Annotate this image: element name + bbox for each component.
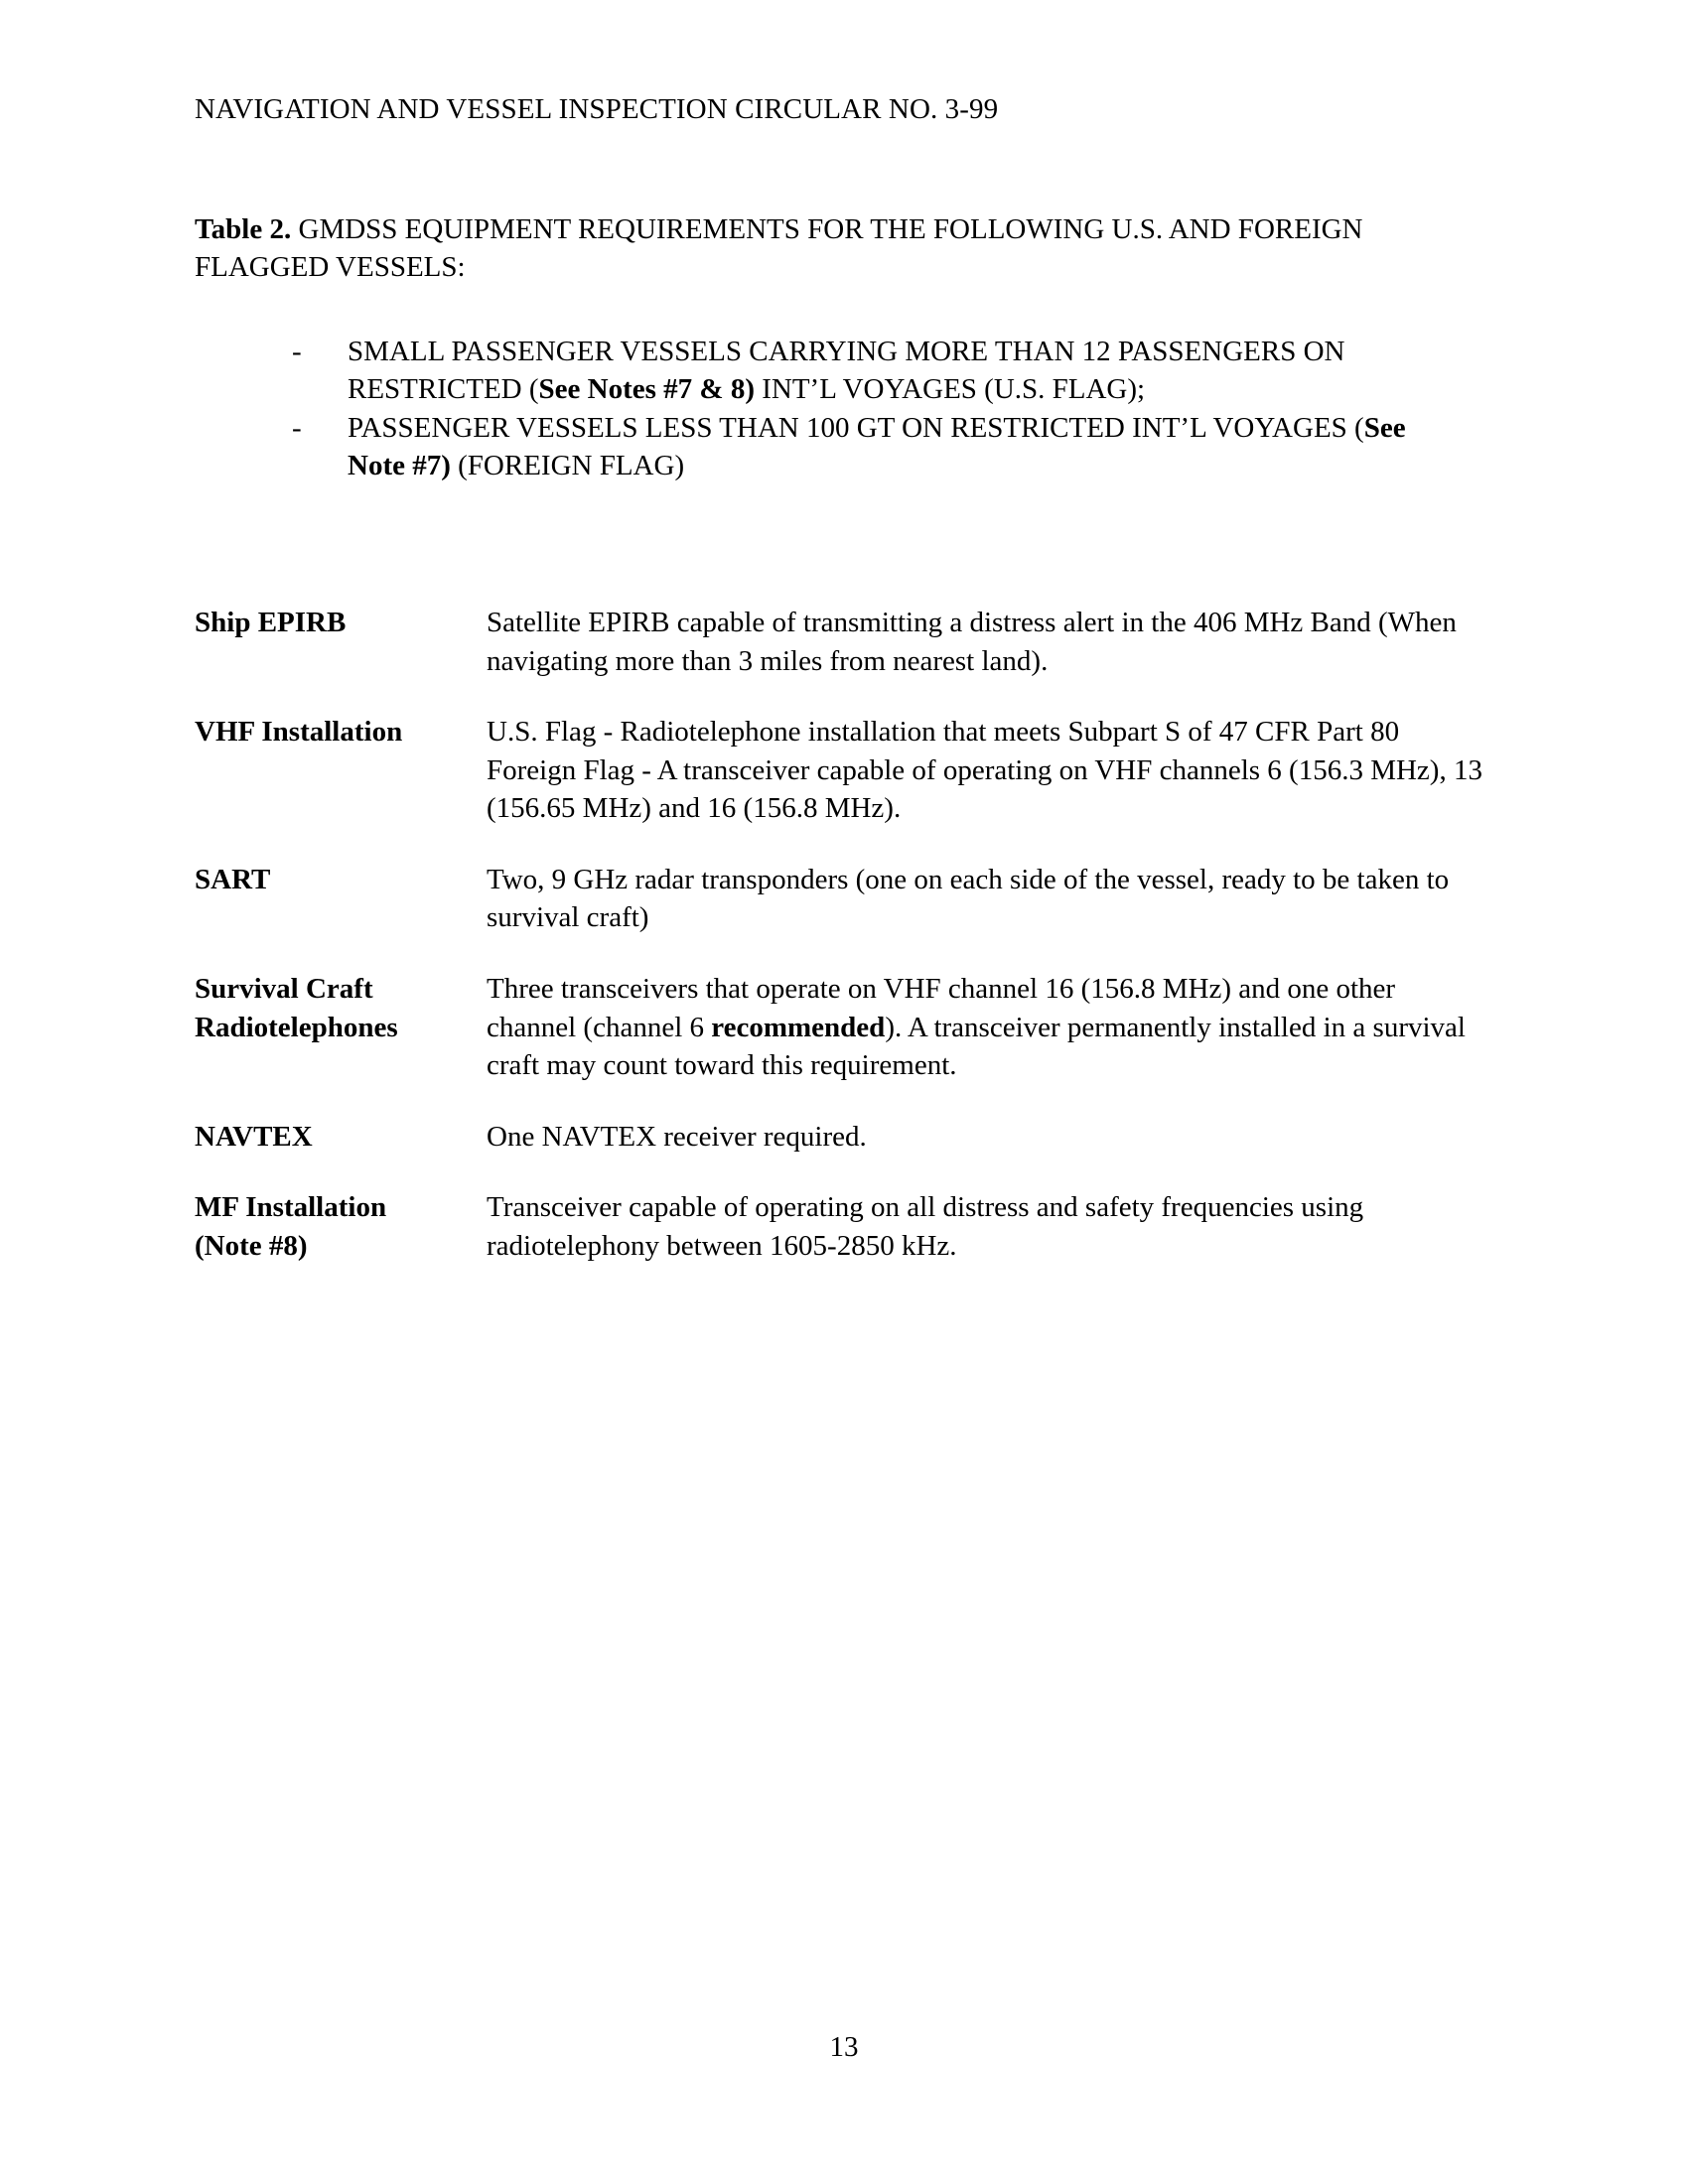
vessel-category-list [292,333,1464,484]
equipment-term [195,1188,487,1265]
table-label: Table 2. [195,213,292,245]
list-item-text [348,409,1464,485]
bullet-dash-icon: - [292,336,302,367]
equipment-description [487,713,1485,828]
equipment-row-ship-epirb [195,604,1485,680]
bullet-dash-icon: - [292,411,302,444]
equipment-description-part2: ). A transceiver permanently installed in a survival craft may count toward this requirement. [487,1011,1466,1082]
equipment-description-line-foreign-flag: Foreign Flag - A transceiver capable of operating on VHF channels 6 (156.3 MHz), 13 (156.65 MHz) and 16 (156.8 MHz). [487,753,1482,825]
equipment-term-line1: Survival Craft [195,972,373,1005]
list-item-text-part2: (FOREIGN FLAG) [450,449,685,481]
equipment-term: VHF Installation [195,716,403,749]
page-number: 13 [829,2031,859,2063]
equipment-row-sart [195,861,1485,937]
equipment-row-survival-craft-radiotelephones [195,970,1485,1085]
equipment-description-emphasis: recommended [711,1011,886,1043]
equipment-term: NAVTEX [195,1120,313,1153]
equipment-term-line1: MF Installation [195,1191,387,1224]
equipment-term-line2: Radiotelephones [195,1011,398,1043]
list-item-note-reference: See Note #7) [348,411,1406,481]
list-item-note-reference: See Notes #7 & 8) [538,373,755,406]
table-caption-text: GMDSS EQUIPMENT REQUIREMENTS FOR THE FOLLOWING U.S. AND FOREIGN FLAGGED VESSELS: [195,213,1363,284]
equipment-term [195,970,487,1046]
list-item-text-part2: INT’L VOYAGES (U.S. FLAG); [754,373,1146,406]
equipment-description: One NAVTEX receiver required. [487,1120,867,1153]
list-item [292,409,1464,485]
list-item-text-part1: SMALL PASSENGER VESSELS CARRYING MORE THAN 12 PASSENGERS ON RESTRICTED ( [348,336,1345,406]
list-item-text [348,333,1464,409]
list-item-text-part1: PASSENGER VESSELS LESS THAN 100 GT ON RESTRICTED INT’L VOYAGES ( [348,411,1364,444]
equipment-row-vhf-installation [195,713,1485,828]
equipment-description: Two, 9 GHz radar transponders (one on each side of the vessel, ready to be taken to survival craft) [487,863,1450,934]
equipment-term: Ship EPIRB [195,607,347,638]
equipment-description-part1: Three transceivers that operate on VHF channel 16 (156.8 MHz) and one other channel (channel 6 [487,972,1396,1043]
equipment-description [487,970,1485,1085]
equipment-description-line-us-flag: U.S. Flag - Radiotelephone installation that meets Subpart S of 47 CFR Part 80 [487,716,1400,749]
equipment-requirements-list [195,604,1485,1297]
equipment-term-line2: (Note #8) [195,1229,308,1262]
equipment-description: Satellite EPIRB capable of transmitting a distress alert in the 406 MHz Band (When navigating more than 3 miles from nearest land). [487,607,1457,677]
table-caption [195,210,1406,287]
page-header: NAVIGATION AND VESSEL INSPECTION CIRCULAR NO. 3-99 [195,93,999,125]
list-item [292,333,1464,409]
equipment-description: Transceiver capable of operating on all distress and safety frequencies using radiotelephony between 1605-2850 kHz. [487,1191,1364,1262]
equipment-row-navtex [195,1118,1485,1157]
equipment-row-mf-installation [195,1188,1485,1265]
equipment-term: SART [195,863,271,895]
